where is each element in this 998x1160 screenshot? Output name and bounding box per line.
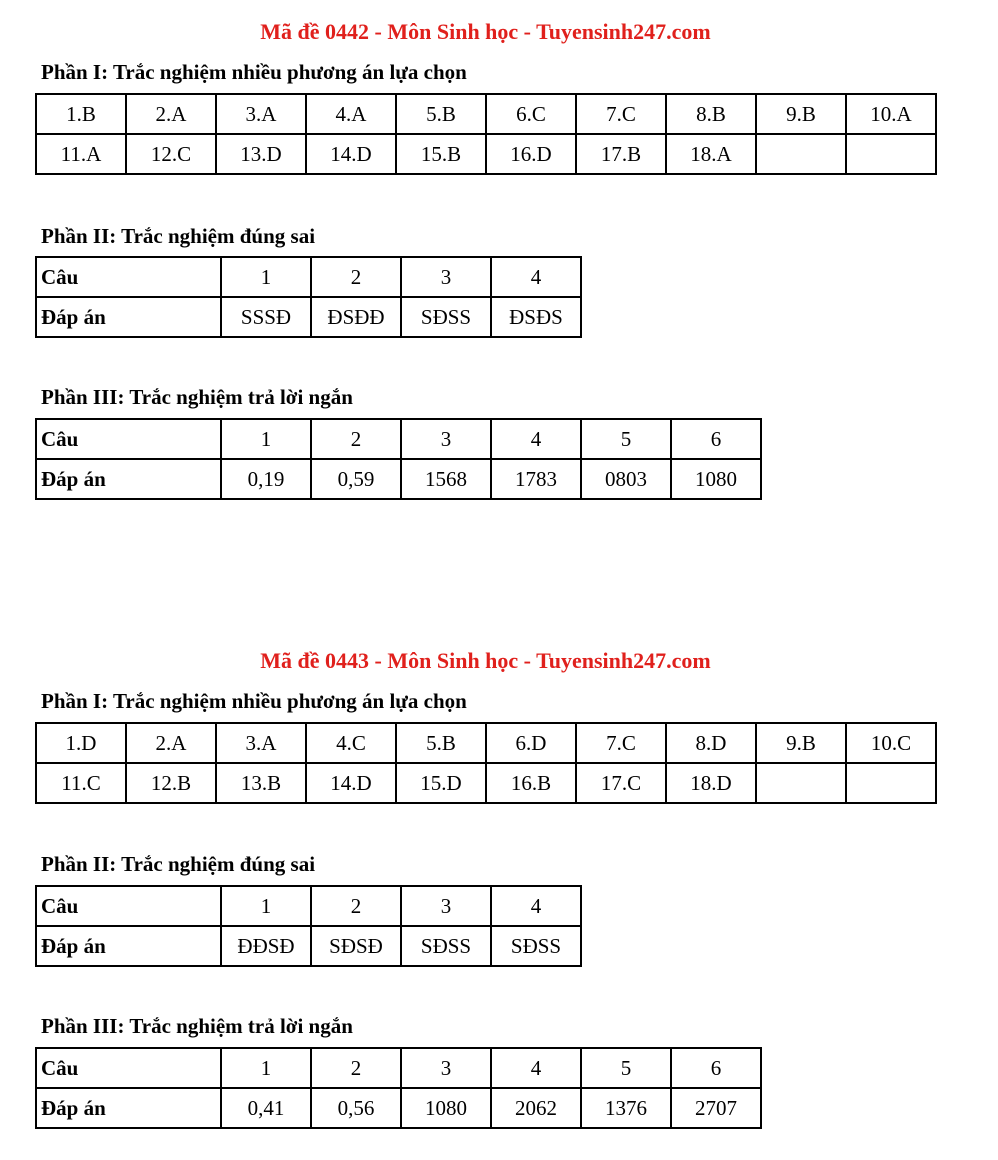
answer-cell-empty: [756, 134, 846, 174]
part2-answer-table: [35, 885, 582, 967]
part1-answer-table: [35, 722, 937, 804]
answer-cell: 17.B: [576, 134, 666, 174]
answer-cell: 18.D: [666, 763, 756, 803]
answer-cell: 12.C: [126, 134, 216, 174]
answer-cell: 0,41: [221, 1088, 311, 1128]
answer-cell: 12.B: [126, 763, 216, 803]
answer-cell: 1.B: [36, 94, 126, 134]
answer-cell: SĐSS: [491, 926, 581, 966]
question-number: 1: [221, 419, 311, 459]
answer-cell: 0,59: [311, 459, 401, 499]
answer-cell: 7.C: [576, 94, 666, 134]
table-row: [36, 257, 581, 297]
answer-cell: ĐĐSĐ: [221, 926, 311, 966]
part3-answer-table: [35, 1047, 762, 1129]
question-number: 4: [491, 886, 581, 926]
answer-cell: 1376: [581, 1088, 671, 1128]
question-number: 3: [401, 257, 491, 297]
answer-cell: 2.A: [126, 94, 216, 134]
answer-cell: 17.C: [576, 763, 666, 803]
part1-heading: Phần I: Trắc nghiệm nhiều phương án lựa chọn: [41, 689, 467, 713]
question-number: 3: [401, 886, 491, 926]
answer-label: Đáp án: [36, 926, 221, 966]
answer-cell: ĐSĐS: [491, 297, 581, 337]
question-number: 2: [311, 257, 401, 297]
question-number: 2: [311, 1048, 401, 1088]
answer-cell: 9.B: [756, 94, 846, 134]
table-row: [36, 94, 936, 134]
question-label: Câu: [36, 257, 221, 297]
answer-cell: 6.C: [486, 94, 576, 134]
question-number: 1: [221, 1048, 311, 1088]
part2-answer-table: [35, 256, 582, 338]
table-row: [36, 134, 936, 174]
part2-heading: Phần II: Trắc nghiệm đúng sai: [41, 852, 316, 876]
answer-cell: 11.C: [36, 763, 126, 803]
answer-cell: 4.C: [306, 723, 396, 763]
part3-answer-table: [35, 418, 762, 500]
question-number: 4: [491, 1048, 581, 1088]
answer-cell: 15.B: [396, 134, 486, 174]
table-row: [36, 926, 581, 966]
answer-cell: 16.D: [486, 134, 576, 174]
answer-cell: SĐSS: [401, 297, 491, 337]
question-number: 2: [311, 886, 401, 926]
question-number: 5: [581, 1048, 671, 1088]
table-row: [36, 1088, 761, 1128]
answer-cell: 10.C: [846, 723, 936, 763]
answer-cell: SSSĐ: [221, 297, 311, 337]
table-row: [36, 297, 581, 337]
question-number: 2: [311, 419, 401, 459]
answer-label: Đáp án: [36, 297, 221, 337]
answer-cell: 11.A: [36, 134, 126, 174]
answer-cell: 4.A: [306, 94, 396, 134]
question-label: Câu: [36, 886, 221, 926]
answer-cell-empty: [846, 763, 936, 803]
answer-label: Đáp án: [36, 459, 221, 499]
answer-cell: 0803: [581, 459, 671, 499]
answer-cell: 13.D: [216, 134, 306, 174]
answer-cell: 14.D: [306, 763, 396, 803]
question-number: 1: [221, 257, 311, 297]
answer-cell-empty: [756, 763, 846, 803]
answer-cell: SĐSS: [401, 926, 491, 966]
answer-cell: 13.B: [216, 763, 306, 803]
table-row: [36, 886, 581, 926]
question-number: 4: [491, 419, 581, 459]
answer-cell: 9.B: [756, 723, 846, 763]
answer-cell: 2707: [671, 1088, 761, 1128]
question-label: Câu: [36, 1048, 221, 1088]
answer-cell: 10.A: [846, 94, 936, 134]
answer-cell: 18.A: [666, 134, 756, 174]
answer-cell: 1783: [491, 459, 581, 499]
question-number: 1: [221, 886, 311, 926]
answer-cell: 8.D: [666, 723, 756, 763]
answer-label: Đáp án: [36, 1088, 221, 1128]
part1-heading: Phần I: Trắc nghiệm nhiều phương án lựa chọn: [41, 60, 467, 84]
part2-heading: Phần II: Trắc nghiệm đúng sai: [41, 224, 316, 248]
question-number: 6: [671, 419, 761, 459]
table-row: [36, 1048, 761, 1088]
answer-cell: 1080: [401, 1088, 491, 1128]
table-row: [36, 723, 936, 763]
answer-cell: SĐSĐ: [311, 926, 401, 966]
part3-heading: Phần III: Trắc nghiệm trả lời ngắn: [41, 385, 353, 409]
answer-cell: 1568: [401, 459, 491, 499]
question-number: 3: [401, 419, 491, 459]
answer-cell: 1080: [671, 459, 761, 499]
answer-cell: 3.A: [216, 94, 306, 134]
table-row: [36, 459, 761, 499]
part1-answer-table: [35, 93, 937, 175]
exam-title: Mã đề 0443 - Môn Sinh học - Tuyensinh247.com: [260, 648, 711, 673]
answer-cell: ĐSĐĐ: [311, 297, 401, 337]
part3-heading: Phần III: Trắc nghiệm trả lời ngắn: [41, 1014, 353, 1038]
question-number: 6: [671, 1048, 761, 1088]
answer-cell: 2062: [491, 1088, 581, 1128]
answer-cell: 7.C: [576, 723, 666, 763]
exam-title: Mã đề 0442 - Môn Sinh học - Tuyensinh247.com: [260, 19, 711, 44]
answer-cell: 0,19: [221, 459, 311, 499]
answer-cell: 5.B: [396, 94, 486, 134]
answer-cell: 15.D: [396, 763, 486, 803]
question-number: 5: [581, 419, 671, 459]
answer-cell: 14.D: [306, 134, 396, 174]
answer-cell-empty: [846, 134, 936, 174]
answer-cell: 0,56: [311, 1088, 401, 1128]
table-row: [36, 419, 761, 459]
answer-cell: 1.D: [36, 723, 126, 763]
table-row: [36, 763, 936, 803]
question-number: 3: [401, 1048, 491, 1088]
answer-cell: 5.B: [396, 723, 486, 763]
question-label: Câu: [36, 419, 221, 459]
answer-cell: 8.B: [666, 94, 756, 134]
answer-cell: 6.D: [486, 723, 576, 763]
answer-cell: 16.B: [486, 763, 576, 803]
question-number: 4: [491, 257, 581, 297]
answer-cell: 2.A: [126, 723, 216, 763]
answer-cell: 3.A: [216, 723, 306, 763]
